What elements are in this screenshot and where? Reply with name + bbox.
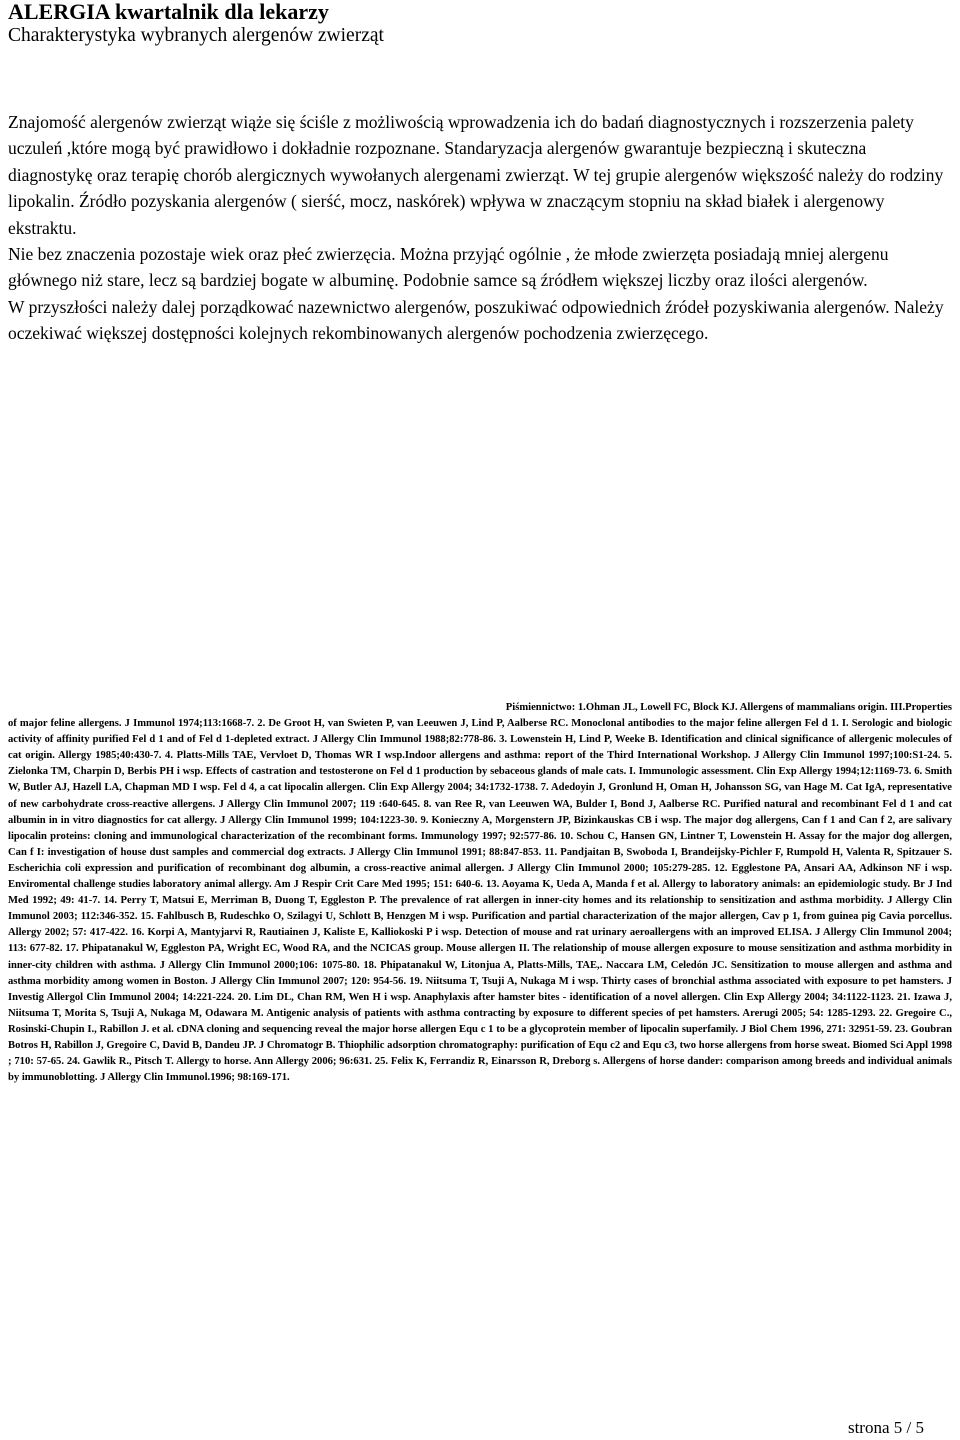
body-paragraph: Znajomość alergenów zwierząt wiąże się ściśle z możliwością wprowadzenia ich do badań diagnostycznych i rozszerzenia palety uczuleń ,które mogą być prawidłowo i dokładnie rozpoznane. Standaryzacja alergenów gwarantuje bezpieczną i skuteczna diagnostykę oraz terapię chorób alergicznych wywołanych alergenami zwierząt. W tej grupie alergenów większość należy do rodziny lipokalin. Źródło pozyskania alergenów ( sierść, mocz, naskórek) wpływa w znaczącym stopniu na skład białek i alergenowy ekstraktu. bbox=[8, 112, 944, 238]
article-body bbox=[8, 109, 952, 347]
page-number: strona 5 / 5 bbox=[847, 1418, 924, 1437]
page-header bbox=[8, 0, 384, 48]
references-section bbox=[8, 700, 952, 1086]
body-paragraph: W przyszłości należy dalej porządkować nazewnictwo alergenów, poszukiwać odpowiednich źródeł pozyskiwania alergenów. Należy oczekiwać większej dostępności kolejnych rekombinowanych alergenów pochodzenia zwierzęcego. bbox=[8, 296, 944, 344]
references-list: of major feline allergens. J Immunol 1974;113:1668-7. 2. De Groot H, van Swieten P, van Leeuwen J, Lind P, Aalberse RC. Monoclonal antibodies to the major feline allergen Fel d 1. I. Serologic and biologic activity of affinity purified Fel d 1 and of Fel d 1-depleted extract. J Allergy Clin Immunol 1988;82:778-86. 3. Lowenstein H, Lind P, Weeke B. Identification and clinical significance of allergenic molecules of cat origin. Allergy 1985;40:430-7. 4. Platts-Mills TAE, Vervloet D, Thomas WR I wsp.Indoor allergens and asthma: report of the Third International Workshop. J Allergy Clin Immunol 1997;100:S1-24. 5. Zielonka TM, Charpin D, Berbis PH i wsp. Effects of castration and testosterone on Fel d 1 production by sebaceous glands of male cats. I. Immunologic assessment. Clin Exp Allergy 1994;12:1169-73. 6. Smith W, Butler AJ, Hazell LA, Chapman MD I wsp. Fel d 4, a cat lipocalin allergen. Clin Exp Allergy 2004; 34:1732-1738. 7. Adedoyin J, Gronlund H, Oman H, Johansson SG, van Hage M. Cat IgA, representative of new carbohydrate cross-reactive allergens. J Allergy Clin Immunol 2007; 119 :640-645. 8. van Ree R, van Leeuwen WA, Bulder I, Bond J, Aalberse RC. Purified natural and recombinant Fel d 1 and cat albumin in in vitro diagnostics for cat allergy. J Allergy Clin Immunol 1999; 104:1223-30. 9. Konieczny A, Morgenstern JP, Bizinkauskas CB i wsp. The major dog allergens, Can f 1 and Can f 2, are salivary lipocalin proteins: cloning and immunological characterization of the recombinant forms. Immunology 1997; 92:577-86. 10. Schou C, Hansen GN, Lintner T, Lowenstein H. Assay for the major dog allergen, Can f I: investigation of house dust samples and commercial dog extracts. J Allergy Clin Immunol 1991; 88:847-853. 11. Pandjaitan B, Swoboda I, Brandeijsky-Pichler F, Rumpold H, Valenta R, Spitzauer S. Escherichia coli expression and purification of recombinant dog albumin, a cross-reactive animal allergen. J Allergy Clin Immunol 2000; 105:279-285. 12. Egglestone PA, Ansari AA, Adkinson NF i wsp. Enviromental challenge studies laboratory animal allergy. Am J Respir Crit Care Med 1995; 151: 640-6. 13. Aoyama K, Ueda A, Manda f et al. Allergy to laboratory animals: an epidemiologic study. Br J Ind Med 1992; 49: 41-7. 14. Perry T, Matsui E, Merriman B, Duong T, Eggleston P. The prevalence of rat allergen in inner-city homes and its relationship to sensitization and asthma morbidity. J Allergy Clin Immunol 2003; 112:346-352. 15. Fahlbusch B, Rudeschko O, Szilagyi U, Schlott B, Henzgen M i wsp. Purification and partial characterization of the major allergen, Cav p 1, from guinea pig Cavia porcellus. Allergy 2002; 57: 417-422. 16. Korpi A, Mantyjarvi R, Rautiainen J, Kaliste E, Kalliokoski P i wsp. Detection of mouse and rat urinary aeroallergens with an improved ELISA. J Allergy Clin Immunol 2004; 113: 677-82. 17. Phipatanakul W, Eggleston PA, Wright EC, Wood RA, and the NCICAS group. Mouse allergen II. The relationship of mouse allergen exposure to mouse sensitization and asthma morbidity in inner-city children with asthma. J Allergy Clin Immunol 2000;106: 1075-80. 18. Phipatanakul W, Litonjua A, Platts-Mills, TAE,. Naccara LM, Celedón JC. Sensitization to mouse allergen and asthma and asthma morbidity among women in Boston. J Allergy Clin Immunol 2007; 120: 954-56. 19. Niitsuma T, Tsuji A, Nukaga M i wsp. Thirty cases of bronchial asthma associated with exposure to pet hamsters. J Investig Allergol Clin Immunol 2004; 14:221-224. 20. Lim DL, Chan RM, Wen H i wsp. Anaphylaxis after hamster bites - identification of a novel allergen. Clin Exp Allergy 2004; 34:1122-1123. 21. Izawa J, Niitsuma T, Morita S, Tsuji A, Nukaga M, Odawara M. Antigenic analysis of patients with asthma contracting by exposure to different species of pet hamsters. Arerugi 2005; 54: 1285-1293. 22. Gregoire C., Rosinski-Chupin I., Rabillon J. et al. cDNA cloning and sequencing reveal the major horse allergen Equ c 1 to be a glycoprotein member of lipocalin superfamily. J Biol Chem 1996, 271: 32951-59. 23. Goubran Botros H, Rabillon J, Gregoire C, David B, Dandeu JP. J Chromatogr B. Thiophilic adsorption chromatography: purification of Equ c2 and Equ c3, two horse allergens from horse sweat. Biomed Sci Appl 1998 ; 710: 57-65. 24. Gawlik R., Pitsch T. Allergy to horse. Ann Allergy 2006; 96:631. 25. Felix K, Ferrandiz R, Einarsson R, Dreborg s. Allergens of horse dander: comparison among breeds and individual animals by immunoblotting. J Allergy Clin Immunol.1996; 98:169-171. bbox=[8, 718, 952, 1084]
references-heading: Piśmiennictwo: 1.Ohman JL, Lowell FC, Block KJ. Allergens of mammalians origin. III.Properties bbox=[505, 702, 952, 713]
journal-title: ALERGIA kwartalnik dla lekarzy bbox=[8, 0, 329, 24]
document-subtitle: Charakterystyka wybranych alergenów zwierząt bbox=[8, 25, 384, 46]
body-paragraph: Nie bez znaczenia pozostaje wiek oraz płeć zwierzęcia. Można przyjąć ogólnie , że młode zwierzęta posiadają mniej alergenu głównego niż stare, lecz są bardziej bogate w albuminę. Podobnie samce są źródłem większej liczby oraz ilości alergenów. bbox=[8, 244, 889, 291]
